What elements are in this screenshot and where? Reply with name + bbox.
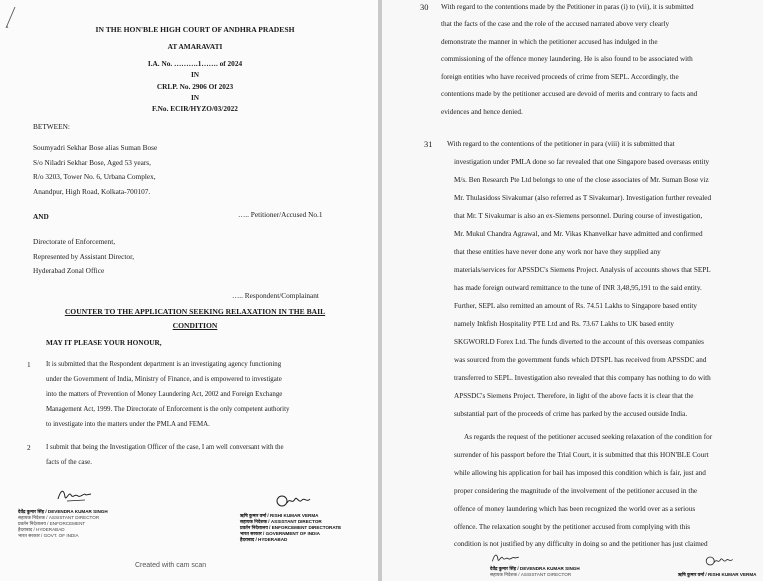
para-line: was sourced from the government funds which DTSPL has received from APSSDC and	[454, 356, 707, 364]
para-line: APSSDC's Siemens Project. Therefore, in light of the above facts it is clear that the	[454, 392, 694, 400]
stamp-line: हैदराबाद / HYDERABAD	[18, 527, 65, 532]
pen-stroke-mark	[4, 4, 18, 30]
para-line: proper considering the magnitude of the involvement of the petitioner accused in the	[454, 487, 698, 495]
para-line: I submit that being the Investigation Officer of the case, I am well conversant with the	[46, 444, 284, 451]
para-line: Mr. Mukul Chandra Agrawal, and Mr. Vikas Khanvelkar have admitted and confirmed	[454, 230, 703, 238]
para-line: into the matters of Prevention of Money Laundering Act, 2002 and Foreign Exchange	[46, 391, 283, 398]
respondent-role: ….. Respondent/Complainant	[232, 291, 319, 300]
para-line: demonstrate the manner in which the petitioner accused has indulged in the	[441, 38, 658, 46]
signature-rishi	[273, 491, 313, 511]
para-line: commissioning of the offence money laundering. He is also found to be associated with	[441, 55, 693, 63]
petitioner-role: ….. Petitioner/Accused No.1	[238, 210, 323, 219]
crlp-number: CRLP. No. 2906 Of 2023	[156, 82, 234, 91]
address-line: Anandpur, High Road, Kolkata-700107.	[33, 187, 151, 196]
para-line: surrender of his passport before the Trial Court, it is submitted that this HON'BLE Court	[454, 451, 709, 459]
stamp-line: देवेंद्र कुमार सिंह / DEVENDRA KUMAR SINGH	[18, 509, 108, 514]
address-line: Hyderabad Zonal Office	[33, 266, 105, 275]
para-number: 30	[420, 3, 429, 12]
para-line: evidences and hence denied.	[441, 108, 523, 116]
file-number: F.No. ECIR/HYZO/03/2022	[152, 104, 238, 113]
stamp-line: सहायक निदेशक / ASSISTANT DIRECTOR	[240, 519, 322, 524]
para-line: condition is not justified by any difficulty in doing so and the petitioner has just claimed	[454, 540, 708, 548]
para-line: M/s. Ben Research Pte Ltd belongs to one of the close associates of Mr. Suman Bose viz	[454, 176, 709, 184]
para-line: Further, SEPL also remitted an amount of Rs. 74.51 Lakhs to Singapore based entity	[454, 302, 697, 310]
para-line: contentions made by the petitioner accused are devoid of merits and contrary to facts and	[441, 90, 698, 98]
address-line: Represented by Assistant Director,	[33, 252, 135, 261]
signature-devendra	[55, 485, 95, 505]
para-line: offence of money laundering which has been recognized the world over as a serious	[454, 505, 696, 513]
para-line: It is submitted that the Respondent department is an investigating agency functioning	[46, 361, 282, 368]
para-line: As regards the request of the petitioner accused seeking relaxation of the condition for	[464, 433, 713, 441]
court-heading: IN THE HON'BLE HIGH COURT OF ANDHRA PRADESH	[95, 25, 295, 34]
para-line: investigation under PMLA done so far revealed that one Singapore based overseas entity	[454, 158, 710, 166]
stamp-line: सहायक निदेशक / ASSISTANT DIRECTOR	[18, 515, 100, 520]
para-line: to investigate into the matters under the PMLA and FEMA.	[46, 421, 210, 428]
in-label-1: IN	[190, 70, 200, 79]
para-line: Mr. Thulasidoss Sivakumar (also referred as T Sivakumar). Investigation further revealed	[454, 194, 712, 202]
para-line: under the Government of India, Ministry of Finance, and is empowered to investigate	[46, 376, 282, 383]
para-line: that these entities have never done any work nor have they supplied any	[454, 248, 661, 256]
stamp-line: प्रवर्तन निदेशालय / ENFORCEMENT	[18, 521, 86, 526]
address-line: Directorate of Enforcement,	[33, 237, 116, 246]
stamp-line: भारत सरकार / GOVT. OF INDIA	[18, 533, 79, 538]
stamp-line: देवेंद्र कुमार सिंह / DEVENDRA KUMAR SINGH	[490, 566, 580, 571]
para-line: has made foreign outward remittance to the tune of INR 3,48,95,191 to the said entity.	[454, 284, 702, 292]
para-number: 2	[27, 443, 31, 452]
stamp-line: हैदराबाद / HYDERABAD	[240, 537, 288, 542]
para-line: offence. The relaxation sought by the petitioner accused from complying with this	[454, 523, 691, 531]
para-line: materials/services for APSSDC's Siemens Project. Analysis of accounts shows that SEPL	[454, 266, 711, 274]
para-number: 31	[424, 140, 433, 149]
para-line: while allowing his application for bail has imposed this condition which is fair, just and	[454, 469, 706, 477]
para-line: that Mr. T Sivakumar is also an ex-Siemens personnel. During course of investigation,	[454, 212, 703, 220]
signature-devendra	[488, 550, 524, 566]
para-line: that the facts of the case and the role of the accused narrated above very clearly	[441, 20, 670, 28]
signature-rishi	[701, 553, 737, 569]
para-line: substantial part of the proceeds of crime has parked by the accused outside India.	[454, 410, 688, 418]
para-line: namely Inkfish Hospitality PTE Ltd and Rs. 73.67 Lakhs to UK based entity	[454, 320, 674, 328]
right-page	[382, 0, 763, 581]
salutation: MAY IT PLEASE YOUR HONOUR,	[46, 338, 162, 347]
para-line: With regard to the contentions of the petitioner in para (viii) it is submitted that	[447, 140, 675, 148]
para-number: 1	[27, 360, 31, 369]
left-page	[0, 0, 378, 581]
counter-heading-2: CONDITION	[172, 321, 218, 330]
stamp-line: ऋषि कुमार वर्मा / RISHI KUMAR VERMA	[678, 572, 757, 577]
address-line: S/o Niladri Sekhar Bose, Aged 53 years,	[33, 158, 151, 167]
counter-heading: COUNTER TO THE APPLICATION SEEKING RELAXATION IN THE BAIL	[64, 307, 326, 316]
stamp-line: भारत सरकार / GOVERNMENT OF INDIA	[240, 531, 320, 536]
in-label-2: IN	[190, 93, 200, 102]
para-line: facts of the case.	[46, 459, 92, 466]
para-line: SKGWORLD Forex Ltd. The funds diverted to the account of this overseas companies	[454, 338, 704, 346]
ia-number: I.A. No. ……….1……. of 2024	[147, 59, 243, 68]
stamp-line: प्रवर्तन निदेशालय / ENFORCEMENT DIRECTORATE	[240, 525, 342, 530]
court-place: AT AMARAVATI	[167, 42, 223, 51]
para-line: With regard to the contentions made by the Petitioner in paras (i) to (vii), it is submitted	[441, 3, 694, 11]
and-label: AND	[33, 212, 49, 221]
para-line: foreign entities who have received proceeds of crime from SEPL. Accordingly, the	[441, 73, 679, 81]
camscan-watermark: Created with cam scan	[135, 562, 207, 569]
para-line: transferred to SEPL. Investigation also revealed that this company has nothing to do with	[454, 374, 711, 382]
address-line: Soumyadri Sekhar Bose alias Suman Bose	[33, 143, 158, 152]
stamp-line: ऋषि कुमार वर्मा / RISHI KUMAR VERMA	[240, 513, 319, 518]
address-line: R/o 3203, Tower No. 6, Urbana Complex,	[33, 172, 156, 181]
between-label: BETWEEN:	[33, 122, 70, 131]
para-line: Management Act, 1999. The Directorate of Enforcement is the only competent authority	[46, 406, 290, 413]
stamp-line: सहायक निदेशक / ASSISTANT DIRECTOR	[490, 572, 572, 577]
